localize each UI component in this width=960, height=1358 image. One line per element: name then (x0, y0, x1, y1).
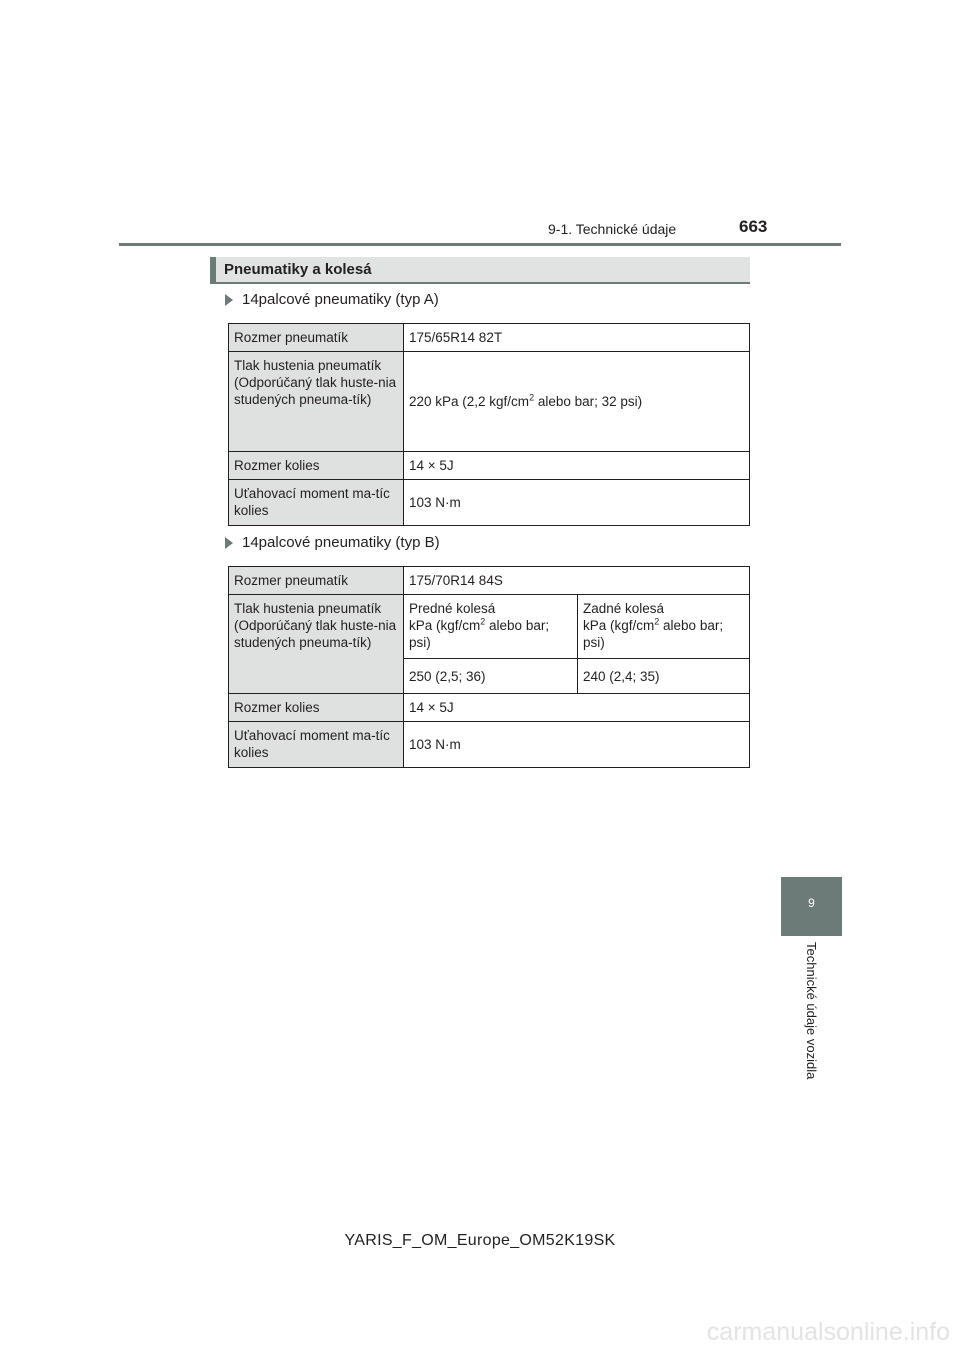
table-a-heading (225, 291, 439, 308)
front-pressure-value: 250 (2,5; 36) (404, 659, 578, 694)
triangle-bullet-icon (225, 294, 233, 306)
tire-size-value: 175/65R14 82T (404, 324, 750, 352)
torque-value: 103 N·m (404, 480, 750, 526)
table-row (229, 452, 750, 480)
page-number: 663 (739, 217, 768, 236)
torque-value: 103 N·m (404, 722, 750, 768)
pressure-value (404, 352, 750, 452)
section-title (210, 257, 750, 284)
section-title-text: Pneumatiky a kolesá (224, 261, 372, 278)
pressure-value-text-end: alebo bar; 32 psi) (534, 394, 643, 409)
table-row (229, 694, 750, 722)
document-footer: YARIS_F_OM_Europe_OM52K19SK (344, 1232, 616, 1249)
running-header-section: 9-1. Technické údaje (548, 221, 677, 237)
chapter-number: 9 (808, 896, 815, 910)
pressure-value-sup: 2 (529, 392, 535, 403)
front-wheels-unit-end: alebo bar; psi) (409, 618, 550, 650)
triangle-bullet-icon (225, 537, 233, 549)
table-a-heading-text: 14palcové pneumatiky (typ A) (242, 291, 439, 308)
tire-size-label: Rozmer pneumatík (229, 567, 404, 595)
chapter-tab (781, 877, 842, 936)
watermark: carmanualsonline.info (706, 1318, 950, 1346)
pressure-value-text: 220 kPa (2,2 kgf/cm (409, 394, 530, 409)
table-row (229, 567, 750, 595)
section-title-bar (210, 257, 216, 282)
tire-size-label: Rozmer pneumatík (229, 324, 404, 352)
wheel-size-label: Rozmer kolies (229, 694, 404, 722)
front-wheels-unit-sup: 2 (480, 616, 486, 627)
table-row (229, 595, 750, 659)
table-b-heading (225, 534, 440, 551)
wheel-size-value: 14 × 5J (404, 452, 750, 480)
table-row (229, 324, 750, 352)
header-divider (119, 243, 841, 246)
wheel-size-value: 14 × 5J (404, 694, 750, 722)
rear-wheels-header (578, 595, 750, 659)
table-row (229, 722, 750, 768)
torque-label: Uťahovací moment ma-tíc kolies (229, 722, 404, 768)
front-wheels-header (404, 595, 578, 659)
front-wheels-unit: kPa (kgf/cm (409, 618, 481, 633)
rear-wheels-unit-end: alebo bar; psi) (583, 618, 724, 650)
pressure-label: Tlak hustenia pneumatík (Odporúčaný tlak huste-nia studených pneuma-tík) (229, 352, 404, 452)
table-row (229, 352, 750, 452)
torque-label: Uťahovací moment ma-tíc kolies (229, 480, 404, 526)
rear-pressure-value: 240 (2,4; 35) (578, 659, 750, 694)
chapter-tab-label: Technické údaje vozidla (804, 942, 819, 1080)
tire-spec-table-b (228, 566, 750, 768)
front-wheels-title: Predné kolesá (409, 601, 496, 616)
rear-wheels-unit-sup: 2 (654, 616, 660, 627)
wheel-size-label: Rozmer kolies (229, 452, 404, 480)
table-b-heading-text: 14palcové pneumatiky (typ B) (242, 534, 440, 551)
pressure-label: Tlak hustenia pneumatík (Odporúčaný tlak huste-nia studených pneuma-tík) (229, 595, 404, 694)
rear-wheels-title: Zadné kolesá (583, 601, 665, 616)
tire-size-value: 175/70R14 84S (404, 567, 750, 595)
tire-spec-table-a (228, 323, 750, 526)
rear-wheels-unit: kPa (kgf/cm (583, 618, 655, 633)
table-row (229, 480, 750, 526)
